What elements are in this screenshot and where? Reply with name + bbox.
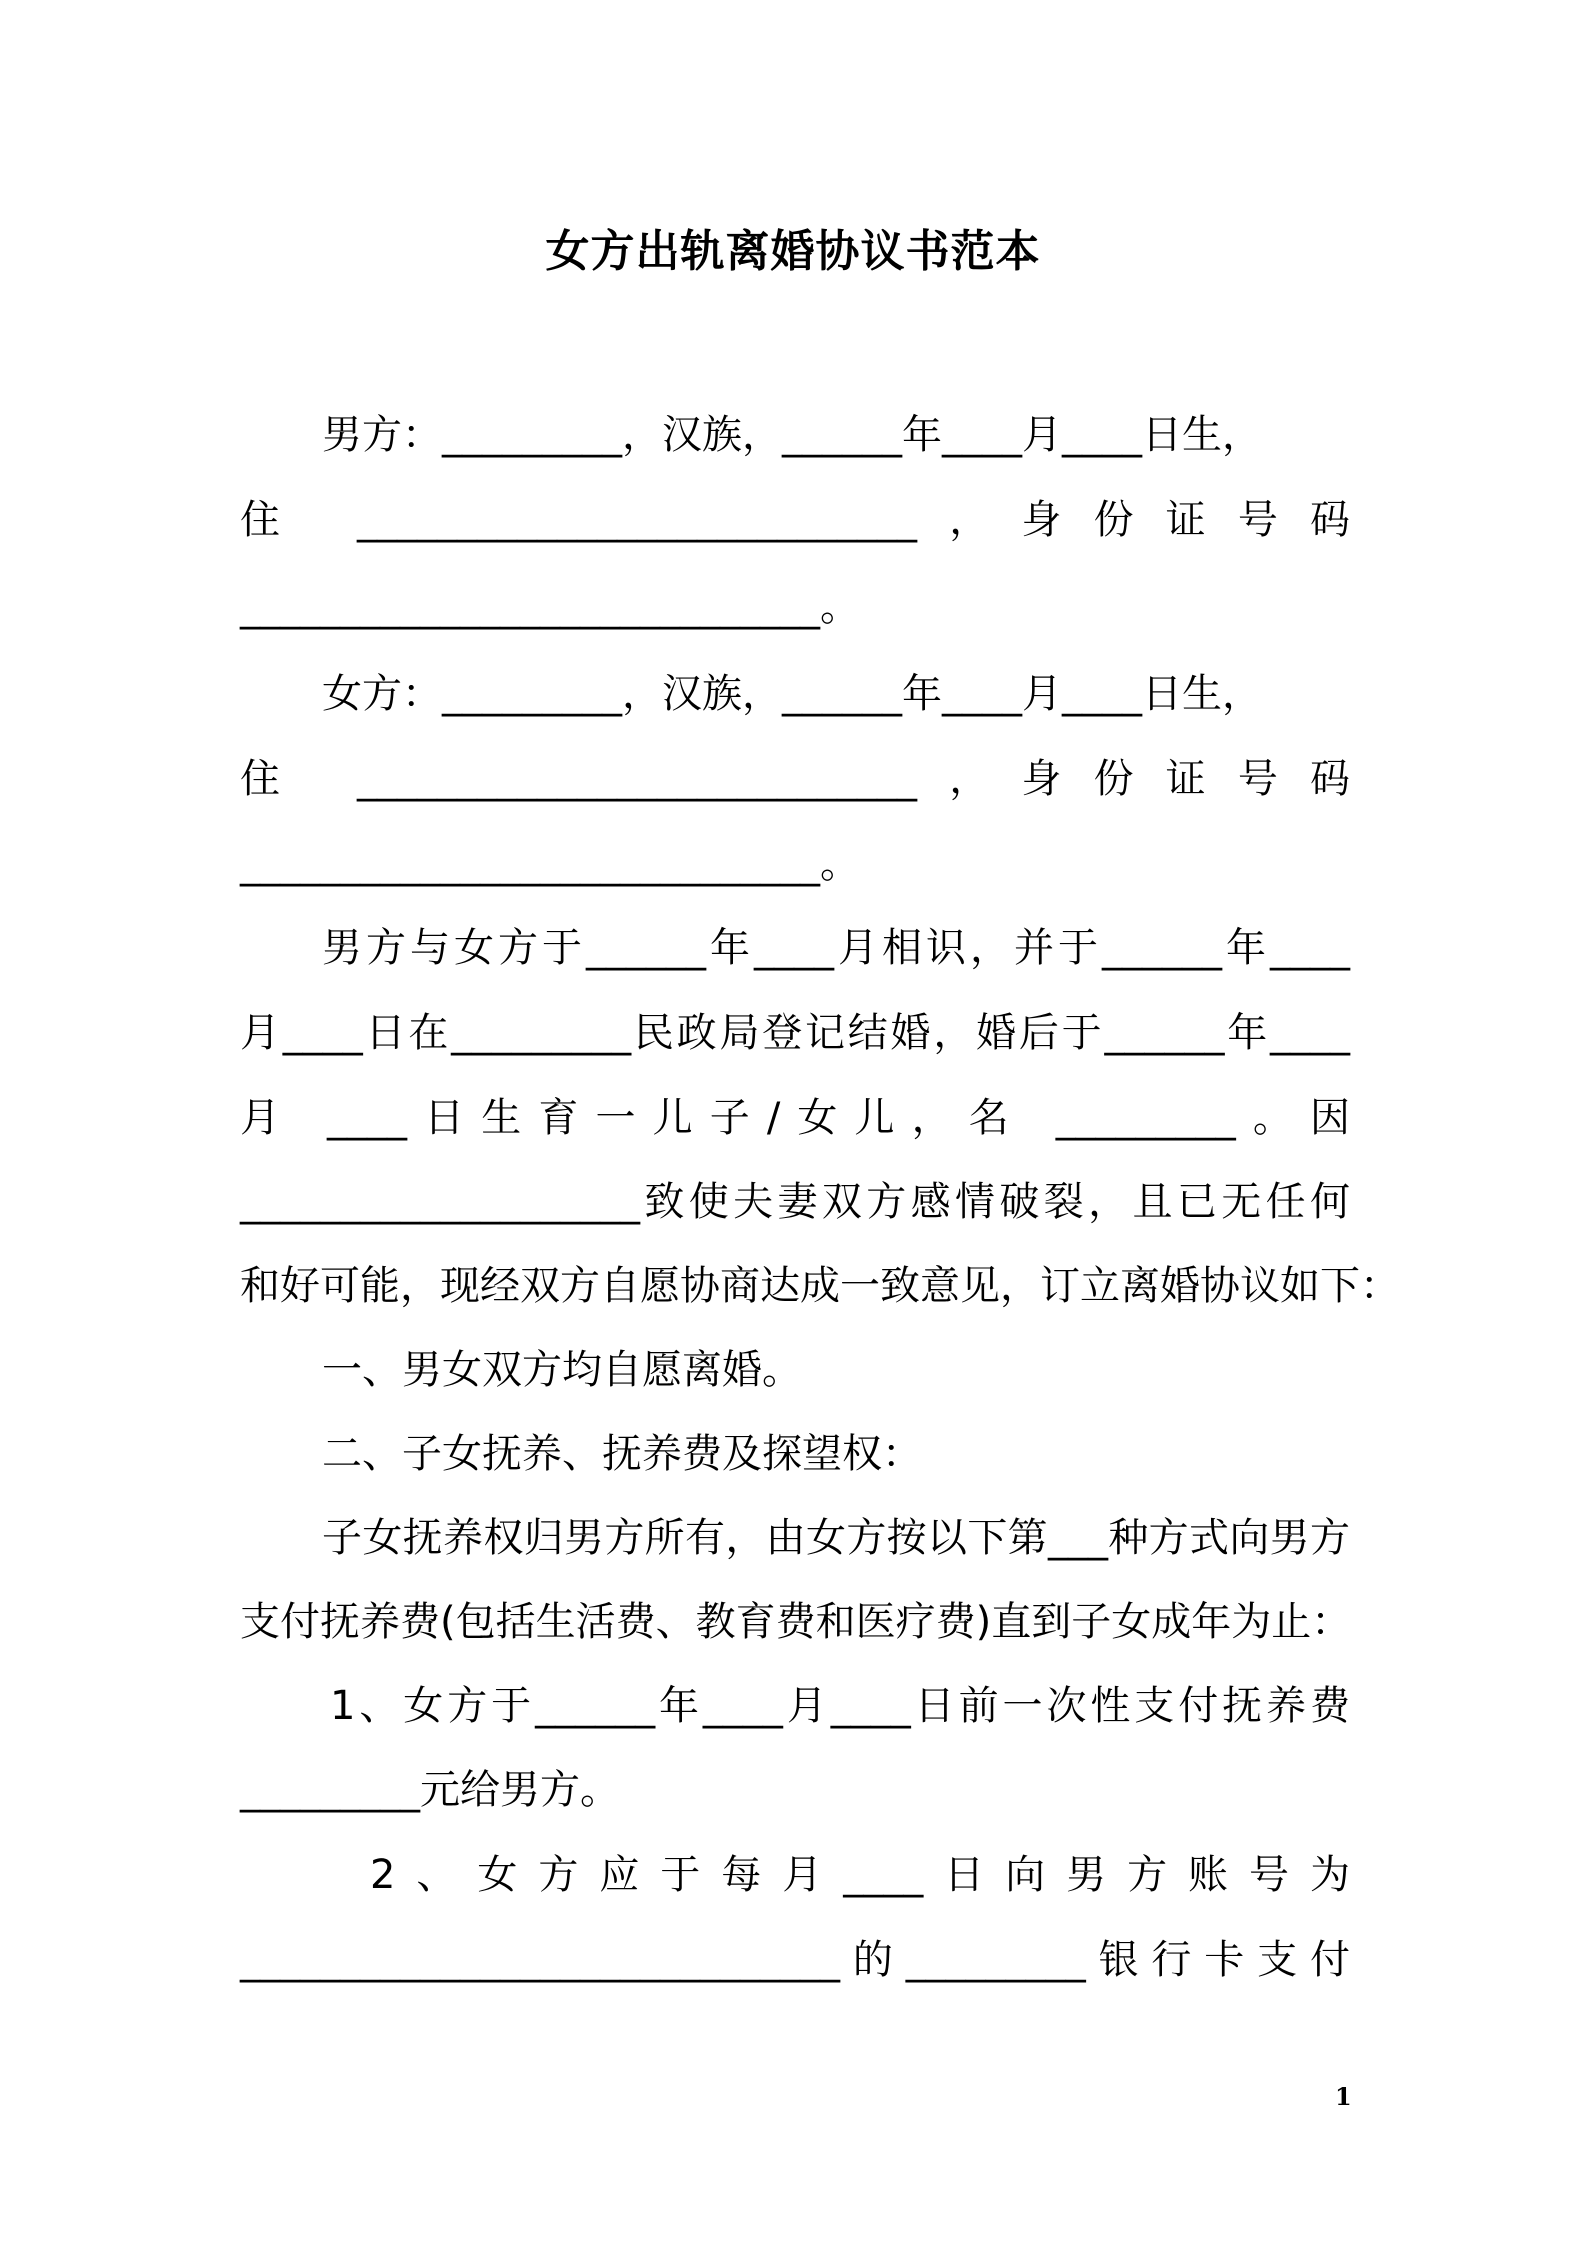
female-id-line: _____________________________。 <box>240 841 860 887</box>
paragraph-line: 月 ____日生育一儿子/女儿，名 _________。因 <box>240 1095 1350 1141</box>
paragraph-line: 和好可能，现经双方自愿协商达成一致意见，订立离婚协议如下： <box>240 1263 1400 1309</box>
female-party-line: 女方：_________，汉族，______年____月____日生， <box>322 671 1262 717</box>
clause-2-line: ______________________________的_________银行卡支付 <box>240 1937 1350 1983</box>
section-heading-1: 一、男女双方均自愿离婚。 <box>322 1347 802 1393</box>
paragraph-line: 子女抚养权归男方所有，由女方按以下第___种方式向男方 <box>322 1515 1350 1561</box>
section-heading-2: 二、子女抚养、抚养费及探望权： <box>322 1431 922 1477</box>
paragraph-line: 月____日在_________民政局登记结婚，婚后于______年____ <box>240 1010 1350 1056</box>
male-party-line: 男方：_________，汉族，______年____月____日生， <box>322 412 1262 458</box>
document-title: 女方出轨离婚协议书范本 <box>545 226 1041 277</box>
paragraph-line: 支付抚养费(包括生活费、教育费和医疗费)直到子女成年为止： <box>240 1599 1352 1645</box>
page-number: 1 <box>1335 2082 1352 2111</box>
male-address-line: 住 ____________________________，身份证号码 <box>240 497 1350 543</box>
clause-1-line: 1、女方于______年____月____日前一次性支付抚养费 <box>330 1683 1350 1729</box>
female-address-line: 住 ____________________________，身份证号码 <box>240 756 1350 802</box>
paragraph-line: ____________________致使夫妻双方感情破裂，且已无任何 <box>240 1179 1350 1225</box>
male-id-line: _____________________________。 <box>240 584 860 630</box>
paragraph-line: 男方与女方于______年____月相识，并于______年____ <box>322 925 1350 971</box>
clause-2-line: 2、女方应于每月____日向男方账号为 <box>370 1852 1350 1898</box>
clause-1-line: _________元给男方。 <box>240 1767 620 1813</box>
